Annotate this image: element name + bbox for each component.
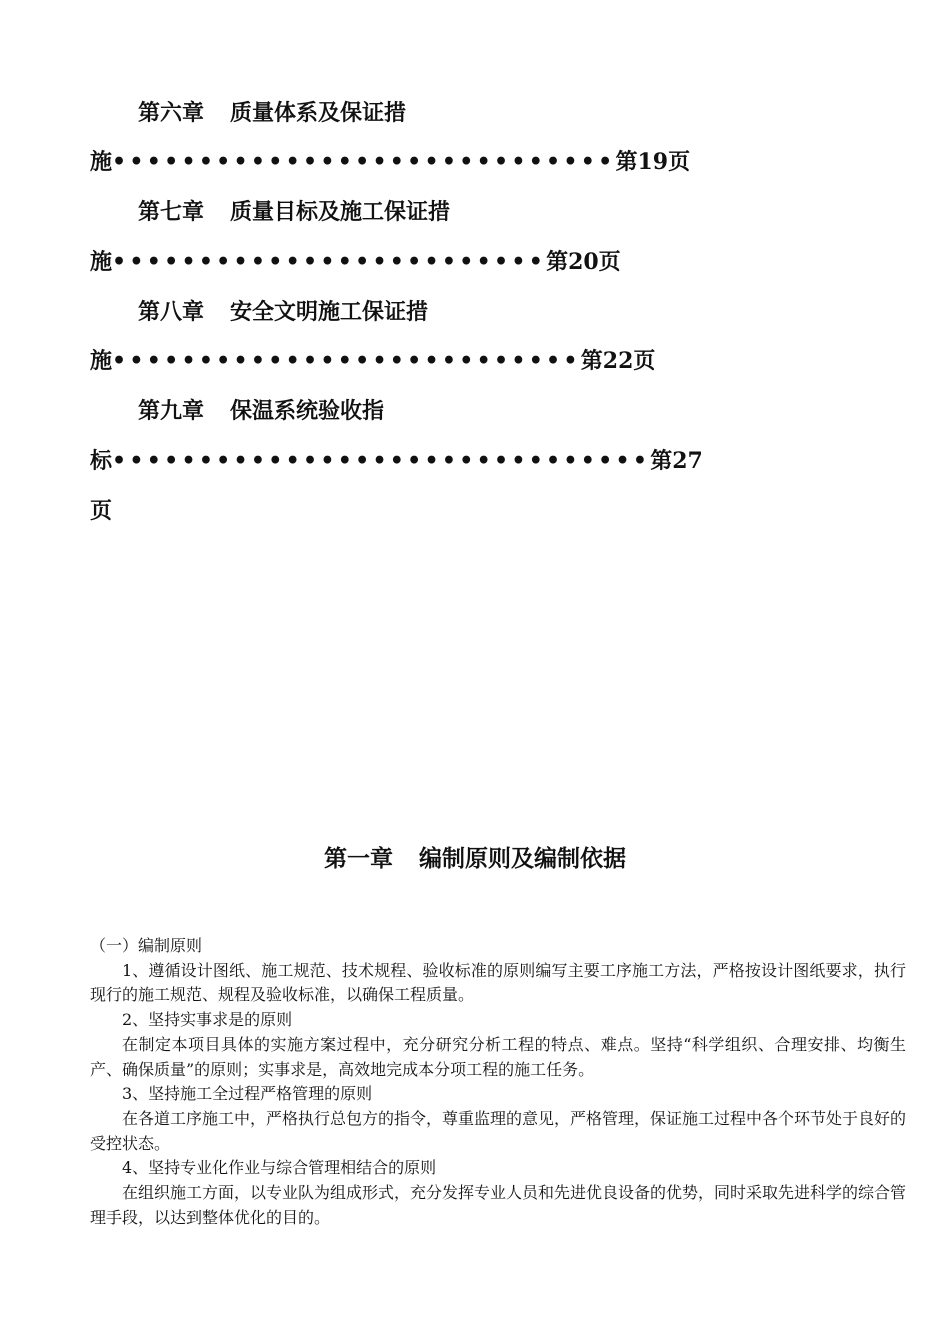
toc-chapter-title: 质量目标及施工保证措 [230,199,451,225]
toc-dots: ••••••••••••••••••••••••••••• [112,149,616,175]
toc-continuation: 施 [90,348,113,374]
toc-page-number: 第20页 [546,249,621,275]
toc-chapter-number: 第九章 [138,398,205,424]
toc-continuation: 施 [90,149,113,175]
toc-chapter-number: 第六章 [138,100,205,126]
toc-entry-leader [90,147,690,177]
toc-page-number: 第19页 [615,149,691,175]
toc-page-number: 第27 [650,448,703,474]
paragraph: 在组织施工方面，以专业队为组成形式，充分发挥专业人员和先进优良设备的优势，同时采取先进科学的综合管理手段，以达到整体优化的目的。 [90,1183,907,1227]
toc-page-number: 第22页 [580,348,656,374]
toc-chapter-title: 质量体系及保证措 [230,100,407,126]
toc-chapter-number: 第七章 [138,199,205,225]
paragraph: 在各道工序施工中，严格执行总包方的指令，尊重监理的意见，严格管理，保证施工过程中各个环节处于良好的受控状态。 [90,1108,907,1153]
toc-chapter-title: 安全文明施工保证措 [230,299,429,325]
toc-dots: ••••••••••••••••••••••••• [112,249,547,275]
toc-chapter-number: 第八章 [138,299,205,325]
toc-entry-heading [138,197,450,227]
toc-entry-heading [138,98,406,128]
toc-page-tail: 页 [90,498,113,524]
toc-entry-heading [138,297,428,327]
paragraph: 1、遵循设计图纸、施工规范、技术规程、验收标准的原则编写主要工序施工方法，严格按设计图纸要求，执行现行的施工规范、规程及验收标准，以确保工程质量。 [90,960,906,1005]
toc-entry-leader [90,446,703,476]
chapter-number: 第一章 [324,845,393,872]
section-heading: （一）编制原则 [90,936,203,955]
principle-heading: 3、坚持施工全过程严格管理的原则 [122,1084,373,1104]
toc-entry-heading [138,396,384,426]
paragraph: 在制定本项目具体的实施方案过程中，充分研究分析工程的特点、难点。坚持“科学组织、合理安排、均衡生产、确保质量”的原则；实事求是，高效地完成本分项工程的施工任务。 [90,1034,906,1079]
toc-continuation: 标 [90,448,113,474]
chapter-heading [0,843,950,875]
chapter-body [90,934,906,1230]
principle-heading: 4、坚持专业化作业与综合管理相结合的原则 [122,1158,437,1178]
toc-entry-leader [90,346,655,376]
chapter-title: 编制原则及编制依据 [419,845,626,872]
principle-heading: 2、坚持实事求是的原则 [122,1010,293,1030]
toc-dots: ••••••••••••••••••••••••••• [112,348,581,374]
toc-dots: ••••••••••••••••••••••••••••••• [112,448,651,474]
toc-continuation: 施 [90,249,113,275]
toc-chapter-title: 保温系统验收指 [230,398,385,424]
toc-entry-leader [90,247,621,277]
